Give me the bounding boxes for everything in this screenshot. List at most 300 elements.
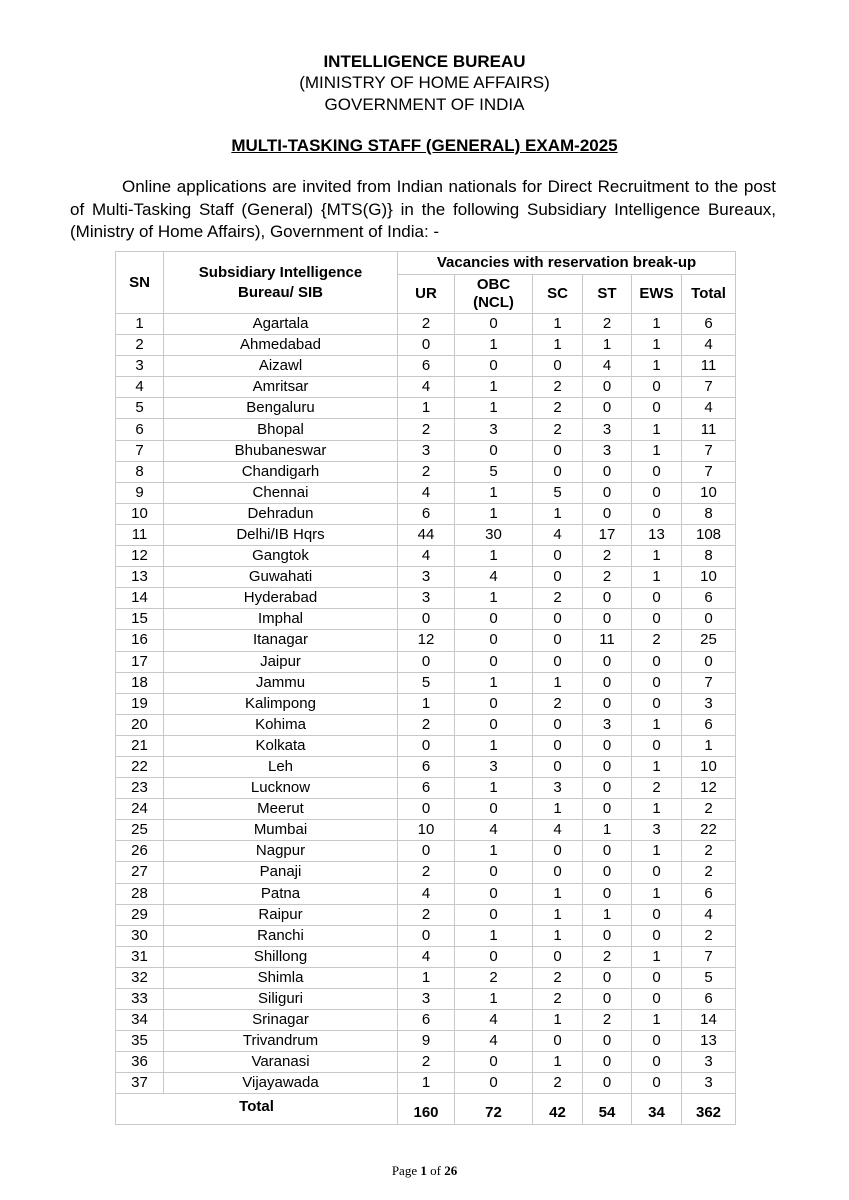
cell-sc: 1 [533, 1052, 583, 1073]
cell-total: 0 [682, 651, 736, 672]
cell-sib: Trivandrum [164, 1031, 398, 1052]
total-st: 54 [583, 1094, 632, 1125]
cell-sc: 2 [533, 419, 583, 440]
cell-sib: Amritsar [164, 377, 398, 398]
cell-sib: Bengaluru [164, 398, 398, 419]
cell-ur: 2 [398, 461, 455, 482]
cell-sib: Mumbai [164, 820, 398, 841]
cell-st: 0 [583, 989, 632, 1010]
cell-st: 0 [583, 482, 632, 503]
cell-sc: 0 [533, 651, 583, 672]
cell-sib: Bhopal [164, 419, 398, 440]
cell-sn: 17 [116, 651, 164, 672]
cell-ews: 1 [632, 314, 682, 335]
cell-st: 0 [583, 862, 632, 883]
cell-sib: Itanagar [164, 630, 398, 651]
cell-total: 7 [682, 461, 736, 482]
cell-obc: 0 [455, 714, 533, 735]
cell-sc: 4 [533, 524, 583, 545]
cell-total: 8 [682, 503, 736, 524]
cell-sc: 0 [533, 756, 583, 777]
cell-sn: 9 [116, 482, 164, 503]
cell-ur: 4 [398, 546, 455, 567]
cell-sib: Chandigarh [164, 461, 398, 482]
cell-sn: 36 [116, 1052, 164, 1073]
cell-total: 6 [682, 588, 736, 609]
cell-st: 0 [583, 503, 632, 524]
cell-obc: 1 [455, 989, 533, 1010]
cell-sc: 2 [533, 377, 583, 398]
cell-sn: 6 [116, 419, 164, 440]
cell-obc: 0 [455, 609, 533, 630]
cell-total: 7 [682, 440, 736, 461]
cell-sc: 0 [533, 546, 583, 567]
table-row [116, 524, 736, 545]
cell-st: 4 [583, 356, 632, 377]
cell-total: 10 [682, 567, 736, 588]
cell-ur: 1 [398, 693, 455, 714]
cell-sc: 3 [533, 778, 583, 799]
cell-sc: 1 [533, 503, 583, 524]
table-row [116, 799, 736, 820]
cell-sib: Imphal [164, 609, 398, 630]
cell-sib: Gangtok [164, 546, 398, 567]
cell-ur: 1 [398, 967, 455, 988]
cell-sib: Ahmedabad [164, 335, 398, 356]
total-obc: 72 [455, 1094, 533, 1125]
cell-obc: 0 [455, 946, 533, 967]
cell-sc: 0 [533, 567, 583, 588]
table-row [116, 314, 736, 335]
cell-sn: 20 [116, 714, 164, 735]
cell-obc: 3 [455, 756, 533, 777]
cell-sc: 1 [533, 672, 583, 693]
cell-ur: 2 [398, 314, 455, 335]
cell-ur: 2 [398, 862, 455, 883]
cell-ur: 12 [398, 630, 455, 651]
table-row [116, 925, 736, 946]
table-row [116, 883, 736, 904]
cell-st: 17 [583, 524, 632, 545]
cell-sib: Jammu [164, 672, 398, 693]
cell-sn: 7 [116, 440, 164, 461]
cell-sc: 2 [533, 967, 583, 988]
cell-ews: 1 [632, 756, 682, 777]
cell-ews: 0 [632, 588, 682, 609]
cell-total: 6 [682, 883, 736, 904]
cell-ews: 1 [632, 567, 682, 588]
cell-obc: 1 [455, 925, 533, 946]
cell-total: 2 [682, 925, 736, 946]
cell-sib: Leh [164, 756, 398, 777]
cell-st: 0 [583, 1052, 632, 1073]
cell-sib: Raipur [164, 904, 398, 925]
cell-total: 3 [682, 1052, 736, 1073]
cell-obc: 4 [455, 1010, 533, 1031]
table-row [116, 778, 736, 799]
cell-ews: 1 [632, 1010, 682, 1031]
table-row [116, 904, 736, 925]
cell-sib: Patna [164, 883, 398, 904]
cell-st: 0 [583, 967, 632, 988]
cell-total: 4 [682, 398, 736, 419]
cell-ur: 0 [398, 799, 455, 820]
cell-total: 22 [682, 820, 736, 841]
cell-sn: 29 [116, 904, 164, 925]
cell-sn: 10 [116, 503, 164, 524]
cell-sn: 1 [116, 314, 164, 335]
cell-sc: 1 [533, 904, 583, 925]
cell-total: 6 [682, 989, 736, 1010]
cell-obc: 1 [455, 335, 533, 356]
cell-sc: 2 [533, 588, 583, 609]
cell-sc: 0 [533, 862, 583, 883]
cell-sn: 21 [116, 735, 164, 756]
cell-obc: 0 [455, 1073, 533, 1094]
cell-ews: 1 [632, 440, 682, 461]
cell-sib: Lucknow [164, 778, 398, 799]
cell-sc: 0 [533, 609, 583, 630]
cell-sn: 13 [116, 567, 164, 588]
cell-sn: 24 [116, 799, 164, 820]
cell-ur: 4 [398, 482, 455, 503]
table-row [116, 609, 736, 630]
cell-sn: 16 [116, 630, 164, 651]
cell-obc: 1 [455, 546, 533, 567]
cell-sn: 28 [116, 883, 164, 904]
cell-obc: 1 [455, 841, 533, 862]
cell-sn: 19 [116, 693, 164, 714]
cell-sc: 0 [533, 946, 583, 967]
cell-total: 10 [682, 756, 736, 777]
cell-ur: 4 [398, 377, 455, 398]
cell-sn: 5 [116, 398, 164, 419]
cell-st: 0 [583, 398, 632, 419]
cell-ews: 0 [632, 651, 682, 672]
cell-ews: 0 [632, 1031, 682, 1052]
cell-sn: 30 [116, 925, 164, 946]
cell-ews: 0 [632, 398, 682, 419]
cell-ews: 1 [632, 799, 682, 820]
cell-st: 0 [583, 461, 632, 482]
cell-sib: Agartala [164, 314, 398, 335]
table-row [116, 735, 736, 756]
cell-obc: 0 [455, 651, 533, 672]
cell-ews: 0 [632, 735, 682, 756]
cell-ur: 1 [398, 1073, 455, 1094]
cell-sc: 5 [533, 482, 583, 503]
cell-ur: 0 [398, 925, 455, 946]
cell-ews: 0 [632, 461, 682, 482]
cell-obc: 0 [455, 883, 533, 904]
table-row [116, 335, 736, 356]
cell-total: 2 [682, 862, 736, 883]
government-title: GOVERNMENT OF INDIA [324, 95, 525, 114]
total-sc: 42 [533, 1094, 583, 1125]
cell-ur: 0 [398, 651, 455, 672]
cell-total: 4 [682, 335, 736, 356]
cell-sc: 0 [533, 1031, 583, 1052]
cell-sib: Shimla [164, 967, 398, 988]
cell-obc: 5 [455, 461, 533, 482]
cell-sn: 31 [116, 946, 164, 967]
cell-sn: 27 [116, 862, 164, 883]
table-row [116, 693, 736, 714]
cell-ews: 0 [632, 609, 682, 630]
page-footer [0, 1163, 849, 1179]
cell-total: 7 [682, 377, 736, 398]
cell-sib: Siliguri [164, 989, 398, 1010]
table-row [116, 440, 736, 461]
table-row [116, 546, 736, 567]
cell-ur: 0 [398, 609, 455, 630]
cell-sc: 2 [533, 989, 583, 1010]
cell-ur: 2 [398, 714, 455, 735]
cell-ews: 1 [632, 841, 682, 862]
cell-ews: 2 [632, 778, 682, 799]
cell-st: 0 [583, 377, 632, 398]
cell-ews: 3 [632, 820, 682, 841]
cell-sn: 18 [116, 672, 164, 693]
cell-sn: 25 [116, 820, 164, 841]
cell-sn: 8 [116, 461, 164, 482]
cell-sib: Kalimpong [164, 693, 398, 714]
cell-ews: 0 [632, 989, 682, 1010]
cell-sc: 2 [533, 398, 583, 419]
cell-ews: 0 [632, 904, 682, 925]
cell-ews: 1 [632, 883, 682, 904]
cell-obc: 0 [455, 630, 533, 651]
cell-sc: 2 [533, 1073, 583, 1094]
cell-ur: 3 [398, 567, 455, 588]
cell-sn: 34 [116, 1010, 164, 1031]
cell-st: 0 [583, 651, 632, 672]
cell-st: 0 [583, 841, 632, 862]
cell-sib: Shillong [164, 946, 398, 967]
cell-ur: 3 [398, 989, 455, 1010]
cell-sib: Nagpur [164, 841, 398, 862]
cell-ews: 1 [632, 546, 682, 567]
cell-st: 1 [583, 820, 632, 841]
cell-ur: 5 [398, 672, 455, 693]
cell-st: 0 [583, 756, 632, 777]
table-row [116, 1073, 736, 1094]
cell-ur: 6 [398, 503, 455, 524]
ministry-title: (MINISTRY OF HOME AFFAIRS) [299, 73, 550, 92]
table-row [116, 862, 736, 883]
cell-st: 0 [583, 672, 632, 693]
col-header-total: Total [682, 275, 736, 314]
cell-sib: Hyderabad [164, 588, 398, 609]
cell-total: 4 [682, 904, 736, 925]
cell-ur: 0 [398, 735, 455, 756]
page-number: 1 [420, 1163, 427, 1178]
cell-sc: 4 [533, 820, 583, 841]
cell-ews: 1 [632, 356, 682, 377]
cell-ur: 6 [398, 756, 455, 777]
cell-sib: Kohima [164, 714, 398, 735]
cell-sib: Srinagar [164, 1010, 398, 1031]
table-row [116, 967, 736, 988]
cell-sc: 0 [533, 440, 583, 461]
cell-sib: Aizawl [164, 356, 398, 377]
cell-ur: 4 [398, 946, 455, 967]
cell-ews: 1 [632, 419, 682, 440]
table-row [116, 567, 736, 588]
cell-obc: 1 [455, 588, 533, 609]
cell-ews: 0 [632, 1073, 682, 1094]
cell-ews: 1 [632, 946, 682, 967]
cell-sn: 15 [116, 609, 164, 630]
cell-obc: 0 [455, 862, 533, 883]
cell-obc: 1 [455, 482, 533, 503]
cell-total: 5 [682, 967, 736, 988]
cell-ews: 13 [632, 524, 682, 545]
cell-sn: 37 [116, 1073, 164, 1094]
cell-st: 1 [583, 904, 632, 925]
cell-obc: 0 [455, 904, 533, 925]
cell-total: 7 [682, 672, 736, 693]
cell-sc: 2 [533, 693, 583, 714]
cell-obc: 30 [455, 524, 533, 545]
cell-sib: Kolkata [164, 735, 398, 756]
cell-obc: 1 [455, 735, 533, 756]
cell-sib: Panaji [164, 862, 398, 883]
total-label: Total [116, 1094, 398, 1125]
cell-st: 0 [583, 778, 632, 799]
cell-ews: 0 [632, 1052, 682, 1073]
cell-sib: Ranchi [164, 925, 398, 946]
cell-sn: 3 [116, 356, 164, 377]
cell-total: 0 [682, 609, 736, 630]
table-row [116, 820, 736, 841]
cell-sc: 1 [533, 314, 583, 335]
cell-ews: 2 [632, 630, 682, 651]
col-header-sc: SC [533, 275, 583, 314]
table-row [116, 588, 736, 609]
total-ews: 34 [632, 1094, 682, 1125]
cell-total: 14 [682, 1010, 736, 1031]
cell-total: 8 [682, 546, 736, 567]
cell-total: 10 [682, 482, 736, 503]
cell-sn: 33 [116, 989, 164, 1010]
page-total: 26 [444, 1163, 458, 1178]
cell-sib: Meerut [164, 799, 398, 820]
cell-sn: 35 [116, 1031, 164, 1052]
cell-ur: 6 [398, 778, 455, 799]
cell-obc: 1 [455, 398, 533, 419]
cell-obc: 1 [455, 672, 533, 693]
cell-obc: 1 [455, 377, 533, 398]
cell-st: 11 [583, 630, 632, 651]
table-row [116, 841, 736, 862]
cell-total: 108 [682, 524, 736, 545]
cell-st: 3 [583, 440, 632, 461]
col-header-obc-ncl: OBC (NCL) [455, 275, 533, 314]
cell-ur: 1 [398, 398, 455, 419]
cell-sn: 32 [116, 967, 164, 988]
cell-obc: 4 [455, 820, 533, 841]
cell-ur: 9 [398, 1031, 455, 1052]
cell-st: 2 [583, 314, 632, 335]
table-row [116, 461, 736, 482]
cell-total: 3 [682, 1073, 736, 1094]
cell-ews: 1 [632, 335, 682, 356]
cell-ur: 2 [398, 419, 455, 440]
cell-st: 0 [583, 799, 632, 820]
cell-sib: Jaipur [164, 651, 398, 672]
col-header-sn: SN [116, 252, 164, 314]
cell-ews: 1 [632, 714, 682, 735]
total-ur: 160 [398, 1094, 455, 1125]
cell-sib: Vijayawada [164, 1073, 398, 1094]
exam-title: MULTI-TASKING STAFF (GENERAL) EXAM-2025 [231, 136, 618, 155]
cell-sn: 26 [116, 841, 164, 862]
table-row [116, 356, 736, 377]
cell-sn: 22 [116, 756, 164, 777]
cell-ews: 0 [632, 482, 682, 503]
cell-st: 3 [583, 419, 632, 440]
cell-ews: 0 [632, 967, 682, 988]
intro-paragraph: Online applications are invited from Indian nationals for Direct Recruitment to the post of Multi-Tasking Staff (General) {MTS(G)} in the following Subsidiary Intelligence Bureaux, (Ministry of Home Affairs), Government of India: - [70, 177, 776, 241]
cell-obc: 0 [455, 440, 533, 461]
cell-total: 6 [682, 314, 736, 335]
cell-st: 0 [583, 925, 632, 946]
cell-sn: 4 [116, 377, 164, 398]
table-row [116, 946, 736, 967]
cell-st: 2 [583, 546, 632, 567]
cell-total: 11 [682, 356, 736, 377]
cell-obc: 3 [455, 419, 533, 440]
cell-ews: 0 [632, 925, 682, 946]
group-header-vacancies: Vacancies with reservation break-up [398, 252, 736, 275]
cell-total: 11 [682, 419, 736, 440]
cell-st: 2 [583, 567, 632, 588]
col-header-ur: UR [398, 275, 455, 314]
table-row [116, 377, 736, 398]
cell-sc: 0 [533, 356, 583, 377]
table-row [116, 482, 736, 503]
cell-total: 2 [682, 799, 736, 820]
col-header-sib: Subsidiary Intelligence Bureau/ SIB [164, 252, 398, 314]
cell-ur: 4 [398, 883, 455, 904]
cell-ur: 3 [398, 588, 455, 609]
cell-obc: 1 [455, 503, 533, 524]
cell-st: 3 [583, 714, 632, 735]
cell-obc: 0 [455, 356, 533, 377]
cell-total: 1 [682, 735, 736, 756]
cell-obc: 0 [455, 1052, 533, 1073]
cell-ews: 0 [632, 503, 682, 524]
cell-ur: 10 [398, 820, 455, 841]
table-row [116, 398, 736, 419]
cell-ur: 2 [398, 904, 455, 925]
cell-st: 0 [583, 588, 632, 609]
cell-sn: 11 [116, 524, 164, 545]
cell-st: 0 [583, 735, 632, 756]
total-total: 362 [682, 1094, 736, 1125]
cell-ews: 0 [632, 377, 682, 398]
cell-obc: 0 [455, 693, 533, 714]
table-row [116, 651, 736, 672]
cell-sc: 0 [533, 735, 583, 756]
cell-sib: Delhi/IB Hqrs [164, 524, 398, 545]
cell-ur: 0 [398, 841, 455, 862]
table-row [116, 630, 736, 651]
cell-ews: 0 [632, 693, 682, 714]
cell-total: 13 [682, 1031, 736, 1052]
table-row [116, 672, 736, 693]
